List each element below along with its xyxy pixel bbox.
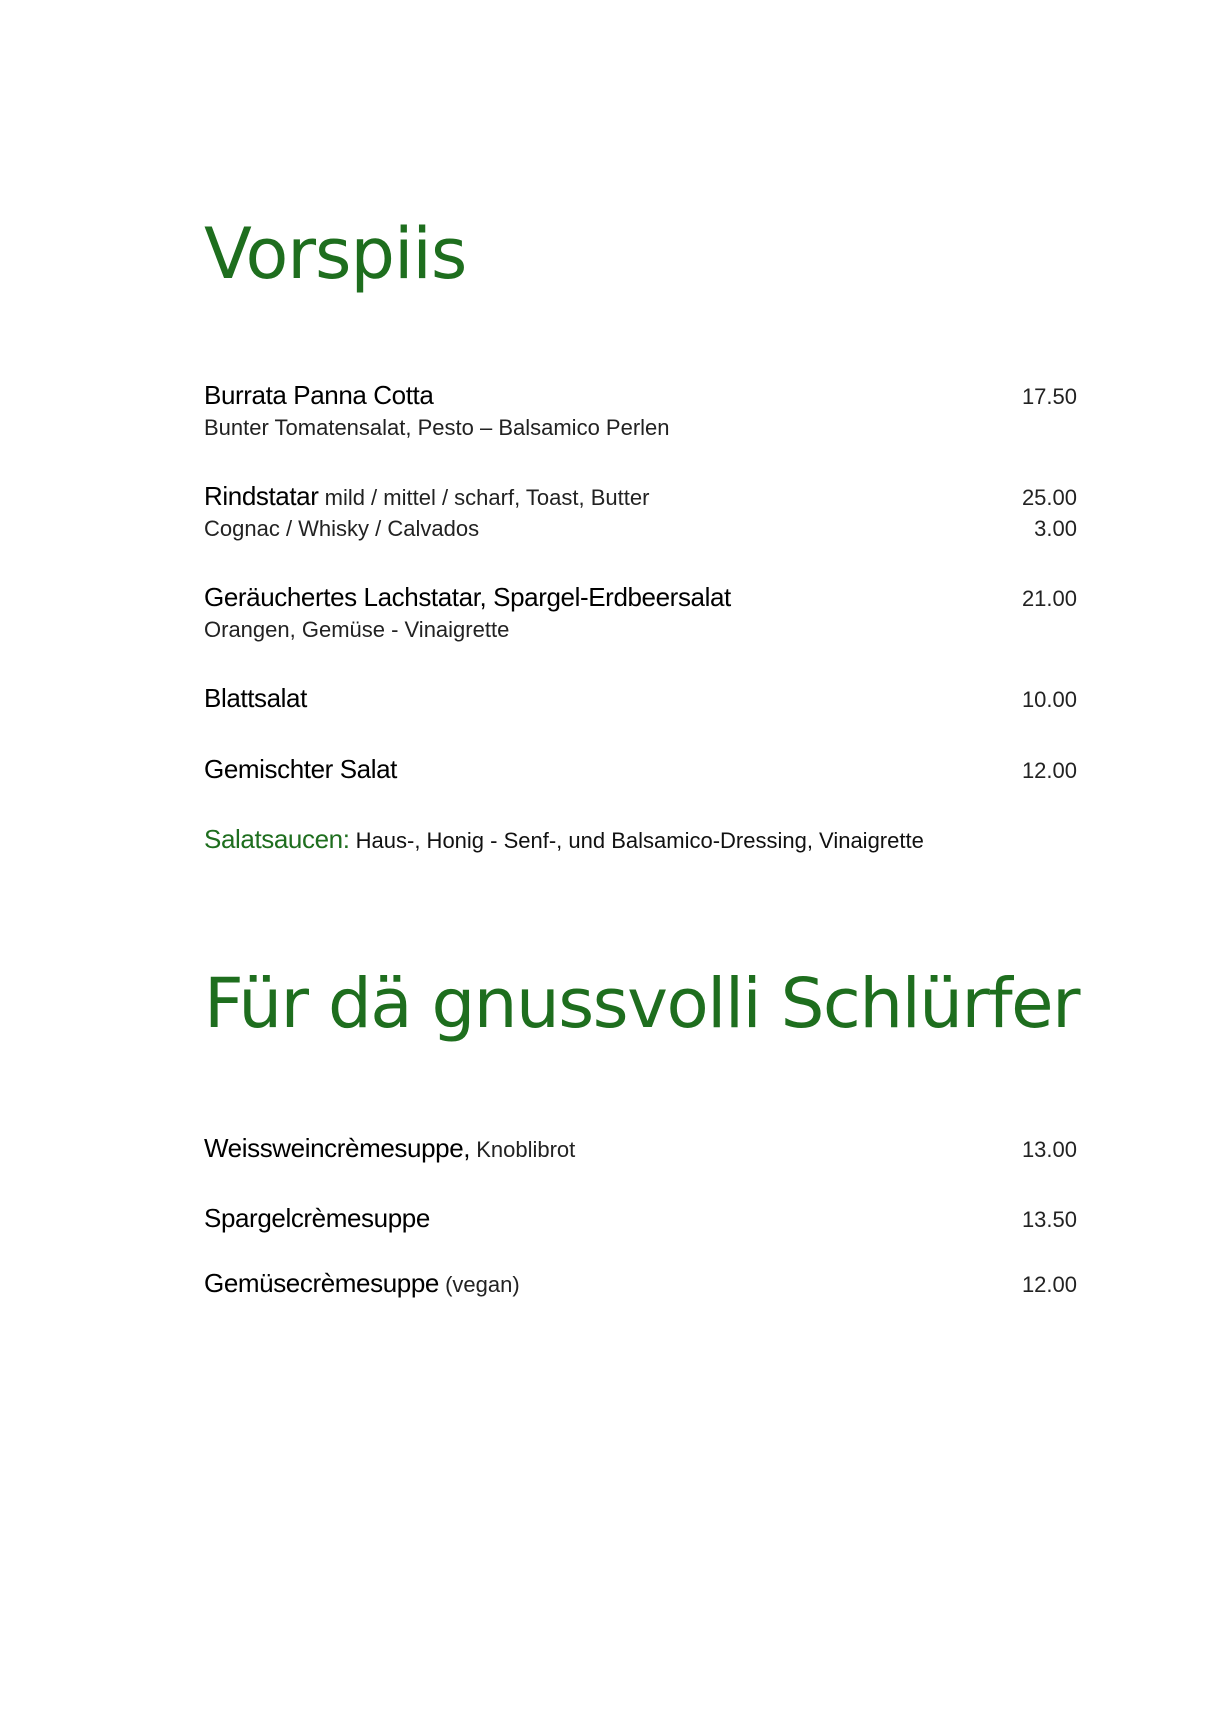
menu-item-row bbox=[204, 683, 1077, 715]
menu-item-name: Blattsalat bbox=[204, 683, 307, 713]
menu-item-description: Orangen, Gemüse - Vinaigrette bbox=[204, 617, 510, 642]
menu-item bbox=[204, 683, 1077, 715]
section-title-vorspiis: Vorspiis bbox=[204, 213, 467, 295]
menu-item bbox=[204, 1203, 1077, 1235]
menu-item-title bbox=[204, 481, 649, 513]
menu-item-row bbox=[204, 582, 1077, 614]
menu-item-extra: Knoblibrot bbox=[470, 1137, 576, 1162]
salad-dressing-label: Salatsaucen: bbox=[204, 824, 350, 854]
menu-item-title bbox=[204, 380, 433, 412]
menu-item bbox=[204, 1133, 1077, 1165]
menu-item-desc-row bbox=[204, 513, 1077, 544]
menu-item-row bbox=[204, 1203, 1077, 1235]
menu-item-price: 12.00 bbox=[1021, 1272, 1077, 1297]
menu-item-price: 25.00 bbox=[1021, 485, 1077, 510]
menu-item-price: 21.00 bbox=[1021, 586, 1077, 611]
menu-item bbox=[204, 1268, 1077, 1300]
menu-item-desc-row bbox=[204, 614, 1077, 645]
menu-item-row bbox=[204, 380, 1077, 412]
menu-item-extra: mild / mittel / scharf, Toast, Butter bbox=[318, 485, 650, 510]
menu-item-title bbox=[204, 1268, 520, 1300]
menu-item-name: Geräuchertes Lachstatar, Spargel-Erdbeersalat bbox=[204, 582, 731, 612]
menu-item bbox=[204, 481, 1077, 544]
section-title-soups: Für dä gnussvolli Schlürfer bbox=[204, 964, 1079, 1044]
menu-item-row bbox=[204, 1268, 1077, 1300]
menu-item-price: 13.50 bbox=[1021, 1207, 1077, 1232]
menu-item-price: 10.00 bbox=[1021, 687, 1077, 712]
salad-dressing-text: Haus-, Honig - Senf-, und Balsamico-Dressing, Vinaigrette bbox=[349, 828, 924, 853]
menu-item-price: 13.00 bbox=[1021, 1137, 1077, 1162]
menu-item-row bbox=[204, 1133, 1077, 1165]
menu-item-price: 12.00 bbox=[1021, 758, 1077, 783]
menu-item-description: Cognac / Whisky / Calvados bbox=[204, 516, 480, 541]
menu-item-addon-price: 3.00 bbox=[1034, 516, 1077, 541]
menu-item-title bbox=[204, 582, 731, 614]
menu-item bbox=[204, 582, 1077, 645]
menu-item-description: Bunter Tomatensalat, Pesto – Balsamico Perlen bbox=[204, 415, 670, 440]
menu-item-name: Gemischter Salat bbox=[204, 754, 398, 784]
menu-item-name: Weissweincrèmesuppe, bbox=[204, 1133, 471, 1163]
menu-item-title bbox=[204, 1133, 575, 1165]
menu-item-extra: (vegan) bbox=[438, 1272, 520, 1297]
menu-item-row bbox=[204, 754, 1077, 786]
menu-item bbox=[204, 380, 1077, 443]
menu-item-name: Gemüsecrèmesuppe bbox=[204, 1268, 439, 1298]
salad-dressing-note bbox=[204, 824, 924, 856]
menu-item bbox=[204, 754, 1077, 786]
menu-item-name: Rindstatar bbox=[204, 481, 319, 511]
menu-item-name: Burrata Panna Cotta bbox=[204, 380, 434, 410]
menu-item-name: Spargelcrèmesuppe bbox=[204, 1203, 430, 1233]
menu-item-price: 17.50 bbox=[1021, 384, 1077, 409]
menu-item-row bbox=[204, 481, 1077, 513]
menu-item-desc-row bbox=[204, 412, 1077, 443]
